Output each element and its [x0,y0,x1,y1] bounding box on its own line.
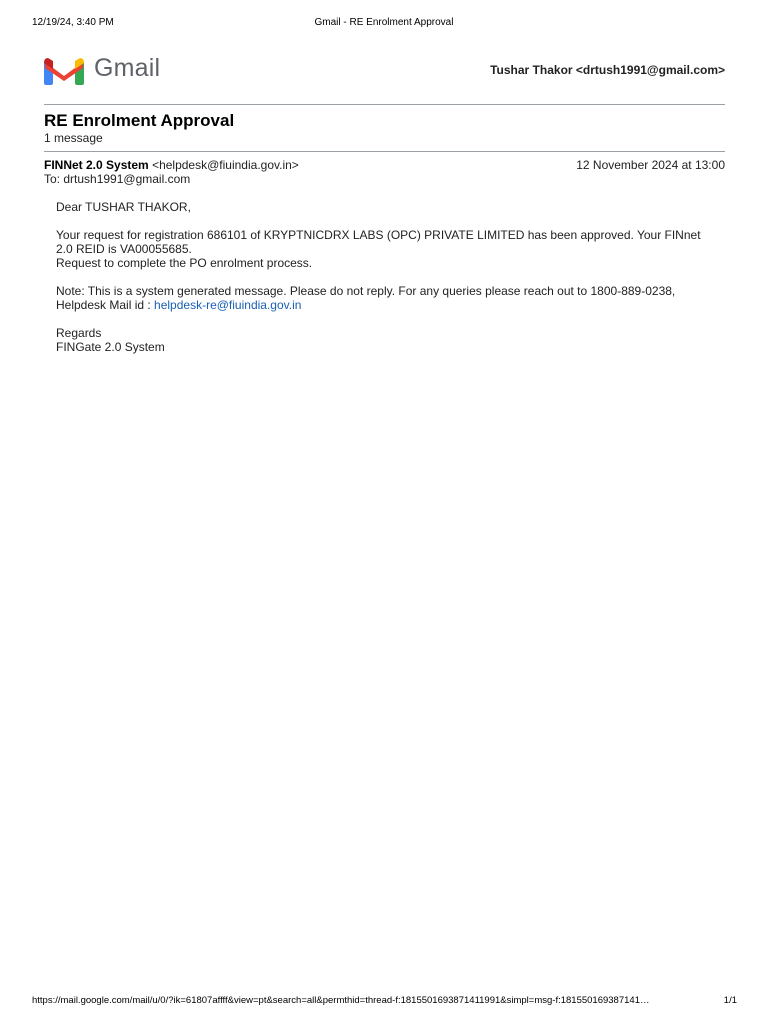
helpdesk-email-link[interactable]: helpdesk-re@fiuindia.gov.in [154,298,302,312]
body-approval-line: Your request for registration 686101 of KRYPTNICDRX LABS (OPC) PRIVATE LIMITED has been approved. Your FINnet 2.0 REID is VA00055685. [56,228,701,256]
body-request-line: Request to complete the PO enrolment process. [56,256,313,270]
account-identity: Tushar Thakor <drtush1991@gmail.com> [490,63,725,77]
sender-name: FINNet 2.0 System [44,158,149,172]
print-footer [0,995,768,1007]
gmail-wordmark: Gmail [94,54,161,82]
print-header [0,17,768,31]
recipient-line: To: drtush1991@gmail.com [44,172,191,186]
message-count: 1 message [44,131,103,145]
print-url: https://mail.google.com/mail/u/0/?ik=61807affff&view=pt&search=all&permthid=thread-f:1815501693871411991&simpl=msg-f:181550169387141… [32,995,650,1006]
body-greeting: Dear TUSHAR THAKOR, [56,200,191,214]
message-date: 12 November 2024 at 13:00 [576,158,725,172]
header-divider [44,104,725,105]
thread-subject: RE Enrolment Approval [44,111,235,130]
body-note [56,284,716,312]
body-regards: Regards [56,326,102,340]
sender-email: <helpdesk@fiuindia.gov.in> [152,158,299,172]
message-body [56,200,716,354]
body-note-text: Note: This is a system generated message. Please do not reply. For any queries please reach out to 1800-889-0238, Helpdesk Mail id : [56,284,676,312]
subject-divider [44,151,725,152]
print-timestamp: 12/19/24, 3:40 PM [32,17,114,28]
body-signature: FINGate 2.0 System [56,340,165,354]
print-title: Gmail - RE Enrolment Approval [314,17,454,28]
page-number: 1/1 [723,995,737,1006]
sender-line [44,158,299,172]
gmail-m-logo-icon [44,57,84,85]
